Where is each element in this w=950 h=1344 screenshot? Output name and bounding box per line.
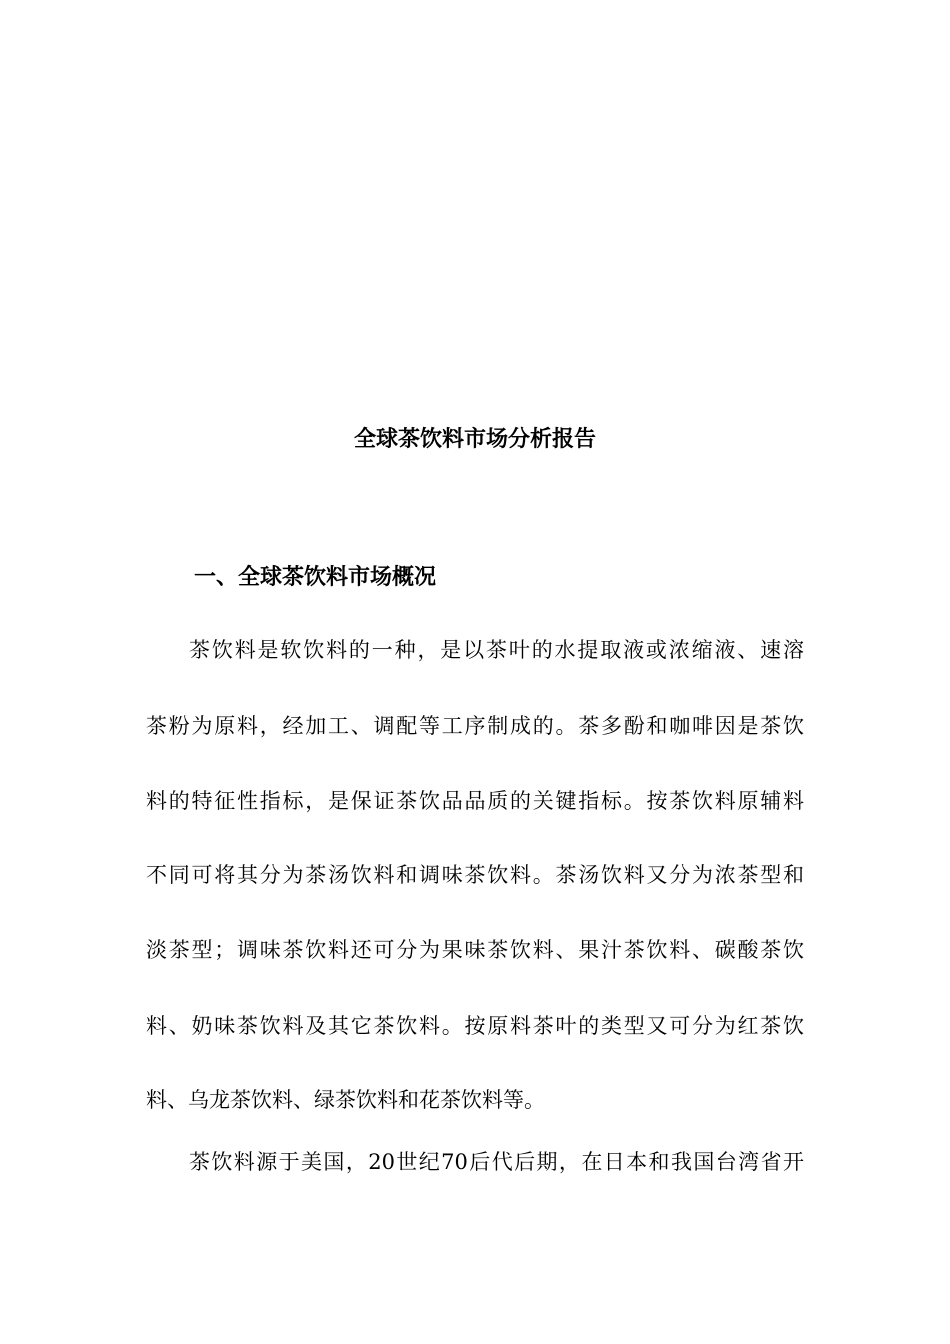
section-heading: 一、全球茶饮料市场概况 [194, 565, 437, 590]
paragraph-line: 料、奶味茶饮料及其它茶饮料。按原料茶叶的类型又可分为红茶饮 [146, 1014, 804, 1038]
paragraph-line: 料、乌龙茶饮料、绿茶饮料和花茶饮料等。 [146, 1088, 545, 1112]
paragraph-line: 淡茶型；调味茶饮料还可分为果味茶饮料、果汁茶饮料、碳酸茶饮 [146, 938, 804, 962]
document-title: 全球茶饮料市场分析报告 [353, 427, 596, 452]
paragraph-line: 料的特征性指标，是保证茶饮品品质的关键指标。按茶饮料原辅料 [146, 789, 804, 813]
paragraph-line: 茶粉为原料，经加工、调配等工序制成的。茶多酚和咖啡因是茶饮 [146, 714, 804, 738]
paragraph-line: 不同可将其分为茶汤饮料和调味茶饮料。茶汤饮料又分为浓茶型和 [146, 863, 804, 887]
paragraph-line: 茶饮料是软饮料的一种，是以茶叶的水提取液或浓缩液、速溶 [189, 638, 804, 662]
paragraph-line: 茶饮料源于美国，20世纪70后代后期，在日本和我国台湾省开 [189, 1150, 804, 1174]
